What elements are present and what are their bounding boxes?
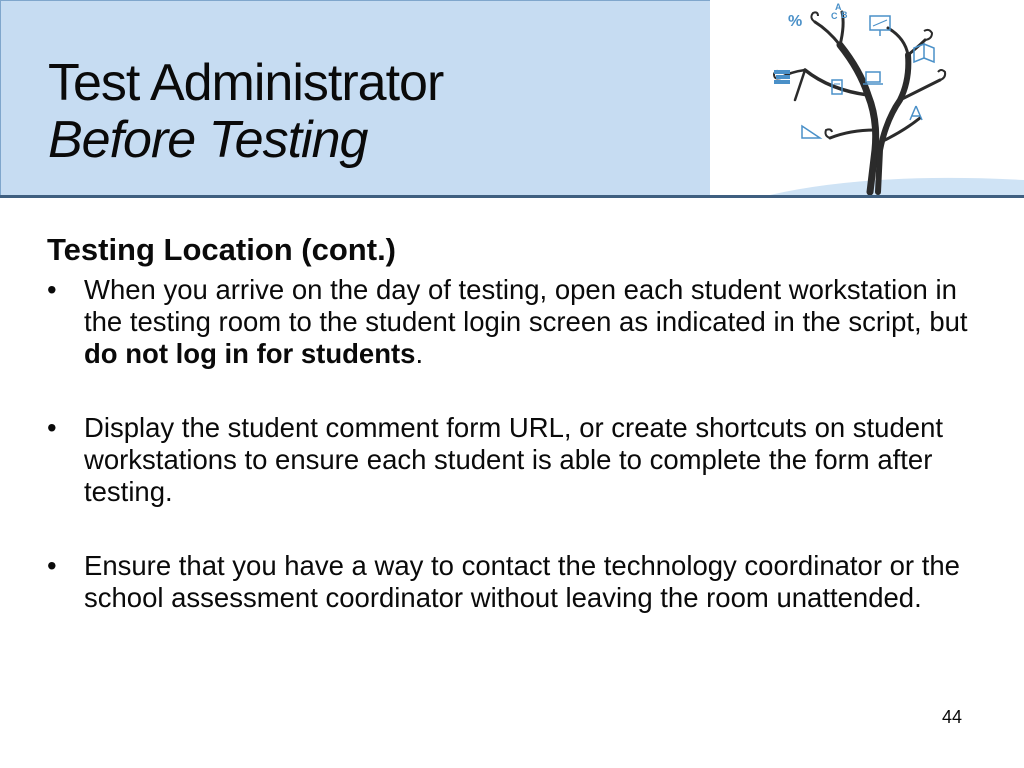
ruler-triangle-icon bbox=[802, 126, 820, 138]
svg-text:B: B bbox=[841, 10, 848, 20]
bullet-item bbox=[47, 274, 992, 370]
book-icon bbox=[914, 44, 934, 62]
bullet-item bbox=[47, 412, 992, 508]
bullet-list bbox=[47, 274, 992, 614]
bullet-dot: • bbox=[47, 550, 57, 581]
bullet-item bbox=[47, 550, 992, 614]
bullet-dot: • bbox=[47, 274, 57, 305]
section-heading: Testing Location (cont.) bbox=[47, 232, 397, 267]
stacked-books-icon bbox=[774, 70, 790, 84]
page-title: Test Administrator bbox=[48, 54, 444, 112]
bullet-text: Display the student comment form URL, or create shortcuts on student workstations to ensure each student is able to complete the form after testing. bbox=[84, 412, 943, 507]
laptop-icon bbox=[863, 72, 883, 84]
abc-letters-icon bbox=[831, 2, 848, 21]
bullet-dot: • bbox=[47, 412, 57, 443]
bullet-text: Ensure that you have a way to contact the technology coordinator or the school assessment coordinator without leaving the room unattended. bbox=[84, 550, 960, 613]
slide-body bbox=[47, 230, 992, 656]
svg-text:%: % bbox=[788, 13, 803, 30]
bullet-text: When you arrive on the day of testing, open each student workstation in the testing room to the student login screen as indicated in the script, but bbox=[84, 274, 968, 337]
bullet-emphasis: do not log in for students bbox=[84, 338, 416, 369]
title-banner bbox=[0, 0, 710, 195]
page-subtitle: Before Testing bbox=[48, 111, 368, 169]
tree-illustration bbox=[710, 0, 1024, 195]
chalkboard-icon bbox=[870, 16, 890, 36]
page-number: 44 bbox=[941, 707, 962, 727]
percent-icon bbox=[788, 13, 802, 30]
header-divider bbox=[0, 195, 1024, 198]
svg-text:C: C bbox=[831, 11, 838, 21]
bullet-text-end: . bbox=[415, 338, 424, 369]
svg-text:A: A bbox=[835, 2, 842, 12]
